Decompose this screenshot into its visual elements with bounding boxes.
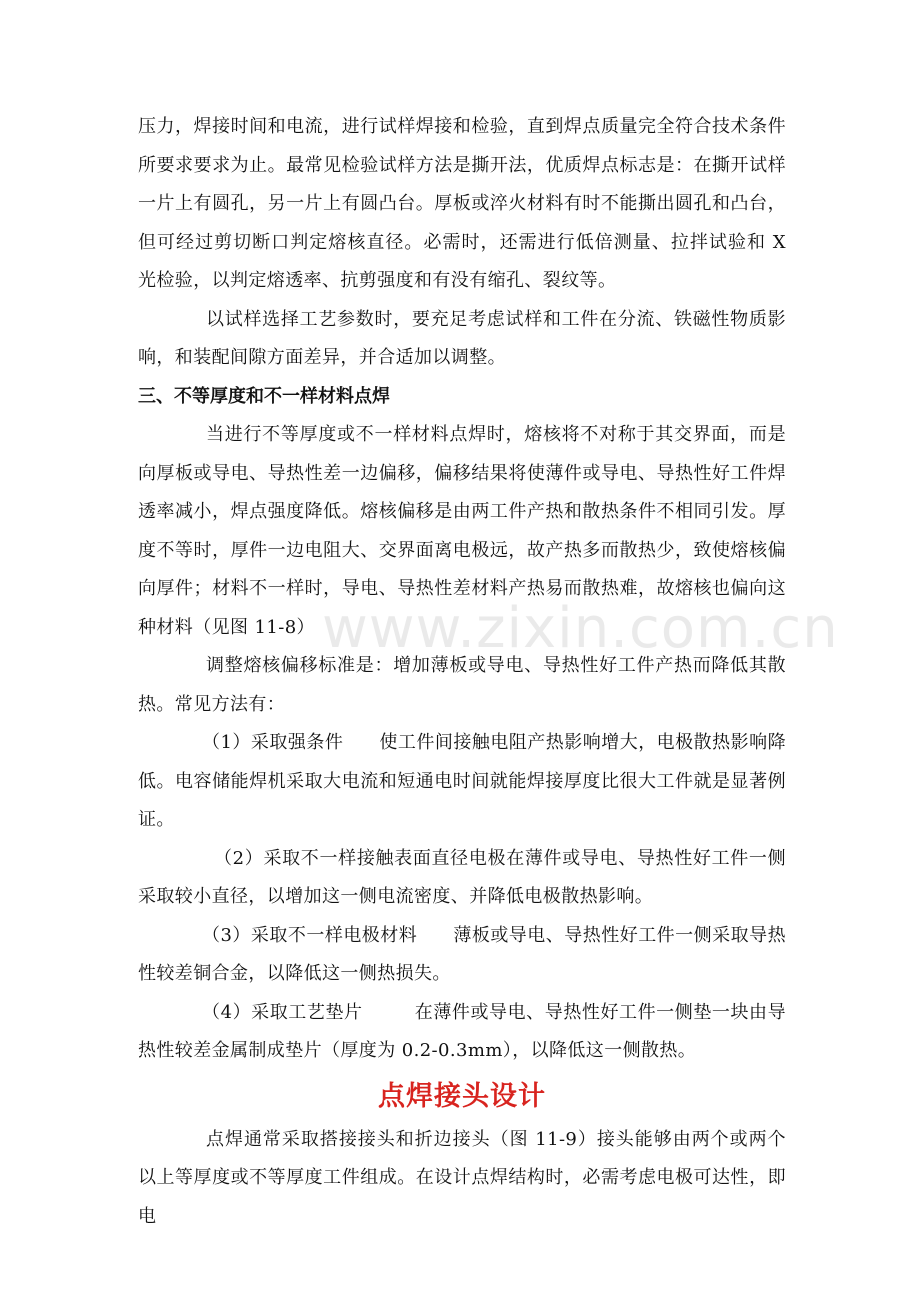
paragraph-adjustment-standard: 调整熔核偏移标准是：增加薄板或导电、导热性好工件产热而降低其散热。常见方法有：	[138, 655, 786, 715]
list-item-4	[138, 994, 786, 1071]
paragraph-test-inspection: 压力，焊接时间和电流，进行试样焊接和检验，直到焊点质量完全符合技术条件所要求要求为止。最常见检验试样方法是撕开法，优质焊点标志是：在撕开试样一片上有圆孔，另一片上有圆凸台。厚板或淬火材料有时不能撕出圆孔和凸台，但可经过剪切断口判定熔核直径。必需时，还需进行低倍测量、拉拌试验和 X 光检验，以判定熔透率、抗剪强度和有没有缩孔、裂纹等。	[138, 116, 786, 291]
list-item-1	[138, 724, 786, 840]
list-item-3	[138, 917, 786, 994]
section-heading-3: 三、不等厚度和不一样材料点焊	[138, 385, 390, 407]
paragraph-parameter-selection: 以试样选择工艺参数时，要充足考虑试样和工件在分流、铁磁性物质影响，和装配间隙方面差异，并合适加以调整。	[138, 308, 786, 368]
list-item-3-text: 薄板或导电、导热性好工件一侧采取导热性较差铜合金，以降低这一侧热损失。	[138, 924, 786, 984]
list-item-1-label: （1）采取强条件	[202, 732, 344, 753]
paragraph-joint-design: 点焊通常采取搭接接头和折边接头（图 11-9）接头能够由两个或两个以上等厚度或不等厚度工件组成。在设计点焊结构时，必需考虑电极可达性，即电	[138, 1128, 786, 1227]
document-page	[138, 108, 786, 1236]
list-item-1-text: 使工件间接触电阻产热影响增大，电极散热影响降低。电容储能焊机采取大电流和短通电时间就能焊接厚度比很大工件就是显著例证。	[138, 732, 786, 830]
list-item-4-label: （4）采取工艺垫片	[202, 1001, 363, 1023]
list-item-2: （2）采取不一样接触表面直径电极在薄件或导电、导热性好工件一侧采取较小直径，以增加这一侧电流密度、并降低电极散热影响。	[138, 847, 786, 907]
list-item-4-text: 在薄件或导电、导热性好工件一侧垫一块由导热性较差金属制成垫片（厚度为 0.2-0.3mm），以降低这一侧散热。	[138, 1001, 786, 1061]
list-item-3-label: （3）采取不一样电极材料	[202, 924, 418, 946]
watermark: www.zixin.com.cn	[322, 596, 839, 661]
paragraph-nugget-offset: 当进行不等厚度或不一样材料点焊时，熔核将不对称于其交界面，而是向厚板或导电、导热性差一边偏移，偏移结果将使薄件或导电、导热性好工件焊透率减小，焊点强度降低。熔核偏移是由两工件产热和散热条件不相同引发。厚度不等时，厚件一边电阻大、交界面离电极远，故产热多而散热少，致使熔核偏向厚件；材料不一样时，导电、导热性差材料产热易而散热难，故熔核也偏向这种材料（见图 11-8）	[138, 424, 786, 638]
chapter-title: 点焊接头设计	[378, 1080, 546, 1112]
